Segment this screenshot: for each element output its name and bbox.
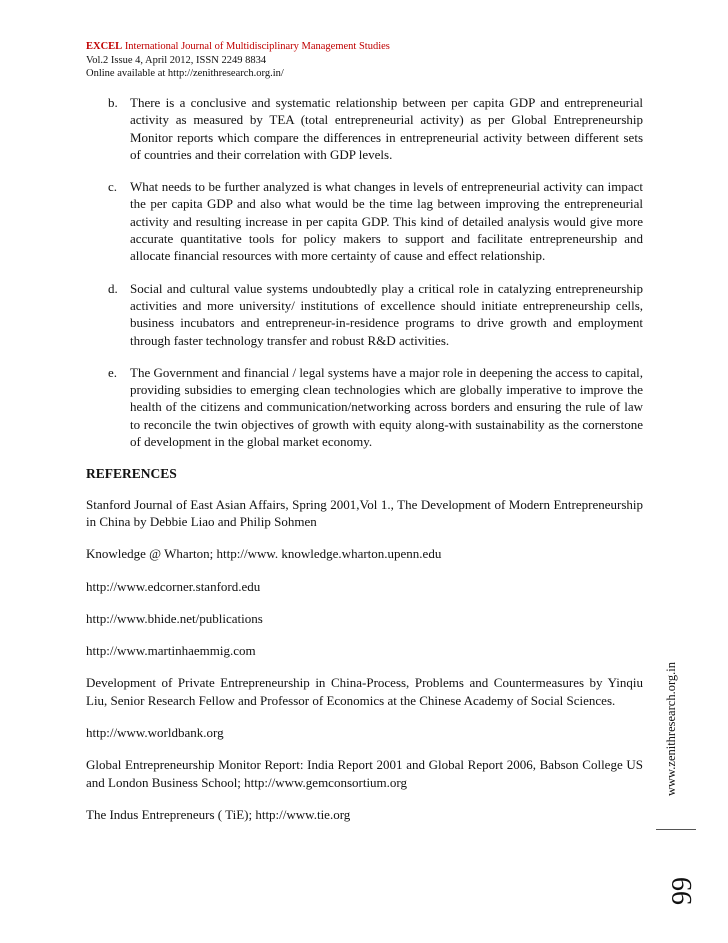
list-item — [108, 364, 643, 450]
list-item-label: b. — [108, 95, 118, 110]
list-item-label: c. — [108, 179, 118, 195]
list-item-text: Social and cultural value systems undoubtedly play a critical role in catalyzing entrepreneurship activities and more university/ institutions of excellence should initiate entrepreneurship cells, business incubators and entrepreneur-in-residence programs to drive growth and employment through faster technology transfer and robust R&D activities. — [130, 280, 643, 348]
side-divider — [656, 829, 696, 830]
journal-header — [86, 40, 646, 81]
reference-item: http://www.worldbank.org — [86, 725, 224, 741]
list-item-label: d. — [108, 280, 118, 296]
list-item-text: There is a conclusive and systematic relationship between per capita GDP and entrepreneurial activity as measured by TEA (total entrepreneurial activity) as per Global Entrepreneurship Monitor reports which compare the differences in entrepreneurial activity between different sets of countries and their correlation with GDP levels. — [130, 95, 643, 162]
reference-item: http://www.bhide.net/publications — [86, 610, 263, 626]
page-number: 99 — [667, 877, 698, 905]
reference-item: Knowledge @ Wharton; http://www. knowledge.wharton.upenn.edu — [86, 546, 442, 562]
list-item — [108, 94, 643, 163]
side-url: www.zenithresearch.org.in — [664, 662, 678, 796]
journal-subtitle: International Journal of Multidisciplinary Management Studies — [122, 41, 390, 52]
reference-item: Global Entrepreneurship Monitor Report: India Report 2001 and Global Report 2006, Babson College US and London Business School; http://www.gemconsortium.org — [86, 757, 643, 790]
reference-item: http://www.edcorner.stanford.edu — [86, 578, 261, 594]
reference-item: Stanford Journal of East Asian Affairs, Spring 2001,Vol 1., The Development of Modern Entrepreneurship in China by Debbie Liao and Philip Sohmen — [86, 496, 643, 529]
page-body — [86, 94, 643, 838]
references-heading: REFERENCES — [86, 466, 177, 482]
journal-name: EXCEL — [86, 41, 123, 52]
list-item — [108, 178, 643, 264]
reference-item: http://www.martinhaemmig.com — [86, 643, 256, 659]
reference-item: The Indus Entrepreneurs ( TiE); http://www.tie.org — [86, 806, 351, 822]
list-item — [108, 280, 643, 349]
list-item-text: What needs to be further analyzed is what changes in levels of entrepreneurial activity can impact the per capita GDP and also what would be the time lag between improving the entrepreneurial activity and resulting increase in per capita GDP. This kind of detailed analysis would give more accurate quantitative tools for policy makers to support and facilitate entrepreneurship and allocate financial resources with more certainty of cause and effect relationship. — [130, 179, 643, 264]
list-item-label: e. — [108, 364, 118, 380]
journal-volume: Vol.2 Issue 4, April 2012, ISSN 2249 8834 — [86, 54, 267, 66]
journal-title-line — [86, 40, 646, 54]
reference-item: Development of Private Entrepreneurship in China-Process, Problems and Countermeasures by Yinqiu Liu, Senior Research Fellow and Professor of Economics at the Chinese Academy of Social Sciences. — [86, 675, 643, 708]
list-item-text: The Government and financial / legal systems have a major role in deepening the access to capital, providing subsidies to emerging clean technologies which are globally imperative to improve the health of the citizens and communication/networking across borders and ensuring the rule of law to reconcile the twin objectives of growth with equity along-with sustainability as the cornerstone of development in the global market economy. — [130, 364, 643, 450]
journal-online: Online available at http://zenithresearch.org.in/ — [86, 68, 284, 79]
